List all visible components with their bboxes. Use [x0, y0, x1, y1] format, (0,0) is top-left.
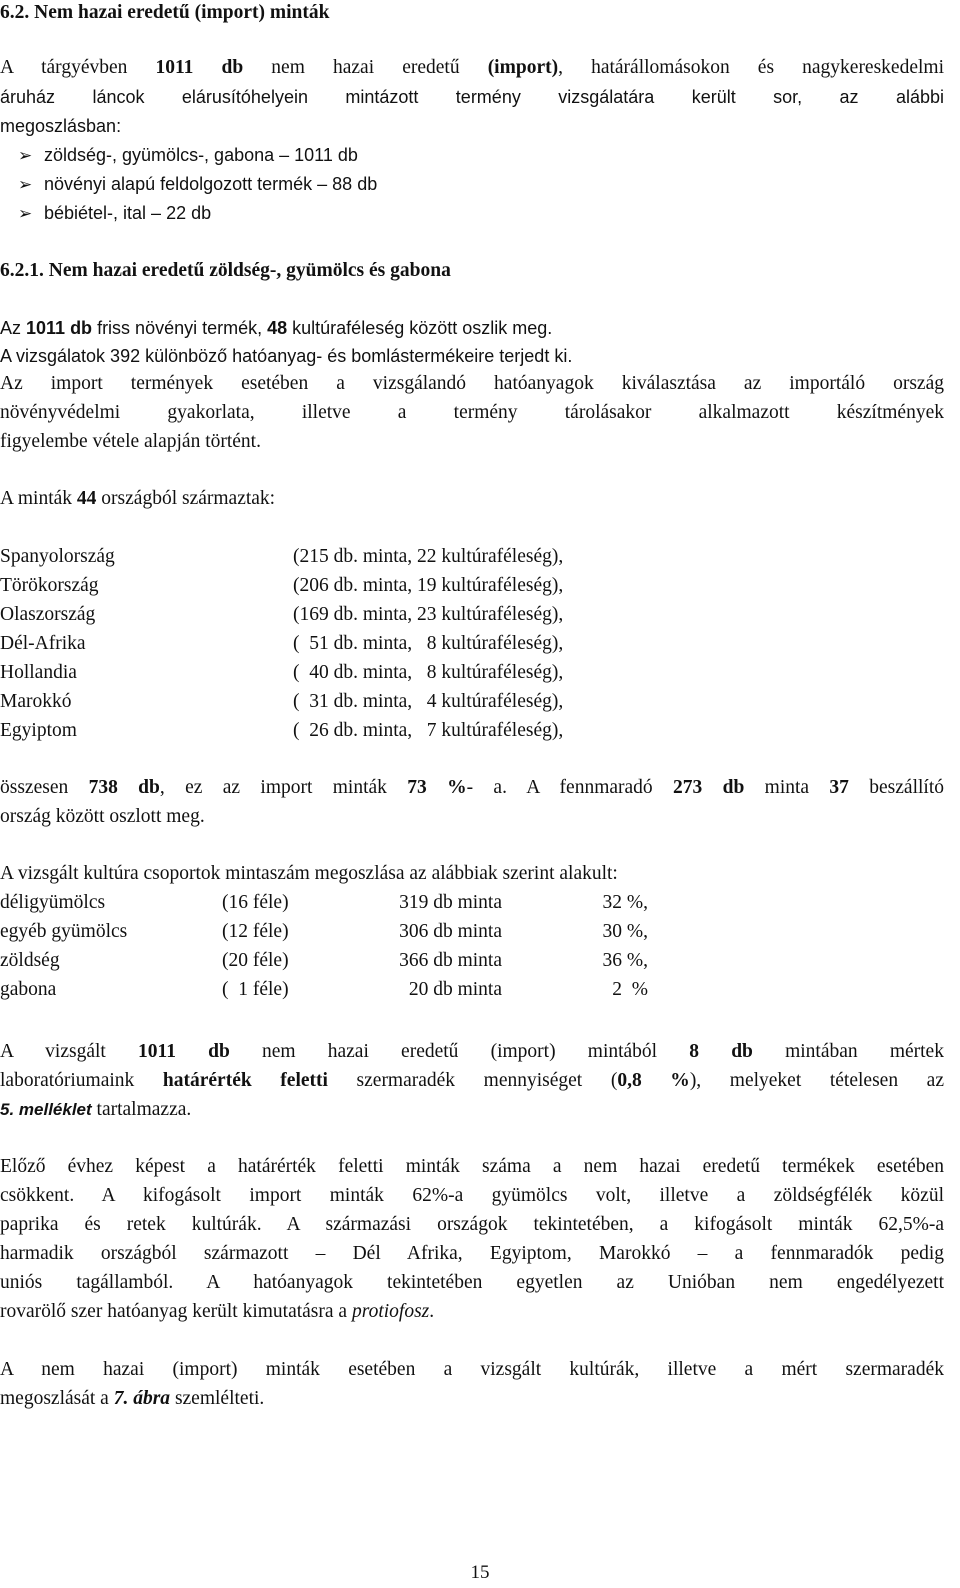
bold-text: határérték feletti — [162, 1070, 328, 1091]
para3-line-5: uniós tagállamból. A hatóanyagok tekintetében egyetlen az Unióban nem engedélyezett — [0, 1272, 944, 1293]
para1-line-2: A vizsgálatok 392 különböző hatóanyag- és bomlástermékeire terjedt ki. — [0, 346, 573, 366]
bold-text: 8 db — [689, 1041, 753, 1062]
country-detail: (169 db. minta, 23 kultúraféleség), — [293, 604, 564, 625]
countries-intro — [0, 487, 944, 511]
summary-line-2: ország között oszlott meg. — [0, 806, 205, 827]
country-detail: ( 51 db. minta, 8 kultúraféleség), — [293, 633, 564, 654]
country-name: Törökország — [0, 575, 99, 596]
text: Az — [0, 318, 27, 338]
bold-text: (import) — [487, 57, 559, 78]
bullet-text: növényi alapú feldolgozott termék – 88 db — [44, 174, 378, 194]
text: minta — [744, 777, 830, 798]
para1-line-3: Az import termények esetében a vizsgálandó hatóanyagok kiválasztása az importáló ország — [0, 373, 944, 394]
text: beszállító — [848, 777, 944, 798]
culture-name: egyéb gyümölcs — [0, 921, 128, 942]
text: - a. A fennmaradó — [466, 777, 674, 798]
country-name: Marokkó — [0, 691, 72, 712]
text: A vizsgált — [0, 1041, 139, 1062]
bold-text: 0,8 % — [617, 1070, 690, 1091]
para4-line-1: A nem hazai (import) minták esetében a vizsgált kultúrák, illetve a mért szermaradék — [0, 1359, 944, 1380]
subsection-heading-text: 6.2.1. Nem hazai eredetű zöldség-, gyümölcs és gabona — [0, 260, 451, 281]
text: A tárgyévben — [0, 57, 156, 78]
culture-pct: 32 %, — [602, 892, 648, 913]
text: összesen — [0, 777, 89, 798]
para3-line-6 — [0, 1300, 944, 1324]
text: nem hazai eredetű (import) mintából — [229, 1041, 690, 1062]
para3-line-1: Előző évhez képest a határérték feletti minták száma a nem hazai eredetű termékek esetében — [0, 1156, 944, 1177]
bold-text: 1011 db — [138, 1041, 230, 1062]
country-name: Egyiptom — [0, 720, 77, 741]
text: országból származtak: — [96, 488, 276, 509]
summary-line-1 — [0, 776, 944, 800]
bold-text: 44 — [76, 488, 97, 509]
country-detail: ( 26 db. minta, 7 kultúraféleség), — [293, 720, 564, 741]
bold-text: 1011 db — [155, 57, 244, 78]
arrow-bullet-icon: ➢ — [18, 204, 33, 223]
bold-text: 273 db — [673, 777, 745, 798]
para2-line-1 — [0, 1040, 944, 1064]
text: friss növényi termék, — [92, 318, 268, 338]
text: , ez az import minták — [159, 777, 408, 798]
subsection-heading — [0, 259, 451, 283]
para1-line-4: növényvédelmi gyakorlata, illetve a termény tárolásakor alkalmazott készítmények — [0, 402, 944, 423]
annex-reference: 5. melléklet — [0, 1100, 92, 1119]
culture-kinds: (20 féle) — [222, 950, 289, 971]
page-number: 15 — [470, 1562, 490, 1583]
intro-line-3: megoszlásban: — [0, 116, 122, 136]
culture-name: zöldség — [0, 950, 60, 971]
bold-text: 738 db — [88, 777, 160, 798]
culture-pct: 2 % — [612, 979, 648, 1000]
arrow-bullet-icon: ➢ — [18, 146, 33, 165]
intro-line-1 — [0, 56, 944, 80]
figure-reference: 7. ábra — [113, 1388, 171, 1409]
bullet-item — [0, 201, 944, 226]
section-heading-text: 6.2. Nem hazai eredetű (import) minták — [0, 2, 330, 23]
para2-line-3 — [0, 1098, 944, 1122]
para2-line-2 — [0, 1069, 944, 1093]
country-detail: ( 31 db. minta, 4 kultúraféleség), — [293, 691, 564, 712]
bold-text: 48 — [267, 318, 288, 338]
text: , határállomásokon és nagykereskedelmi — [558, 57, 944, 78]
country-detail: (215 db. minta, 22 kultúraféleség), — [293, 546, 564, 567]
text: tartalmazza. — [91, 1099, 192, 1120]
italic-text: protiofosz — [351, 1301, 430, 1322]
culture-name: gabona — [0, 979, 57, 1000]
country-name: Olaszország — [0, 604, 96, 625]
country-name: Dél-Afrika — [0, 633, 86, 654]
culture-name: déligyümölcs — [0, 892, 106, 913]
intro-line-2: áruház láncok elárusítóhelyein mintázott termény vizsgálatára került sor, az alábbi — [0, 87, 944, 107]
arrow-bullet-icon: ➢ — [18, 175, 33, 194]
text: mintában mértek — [752, 1041, 944, 1062]
section-heading — [0, 2, 329, 24]
text: nem hazai eredetű — [243, 57, 488, 78]
bullet-text: bébiétel-, ital – 22 db — [44, 203, 212, 223]
culture-samples: 20 db minta — [408, 979, 502, 1000]
para3-line-4: harmadik országból származott – Dél Afrika, Egyiptom, Marokkó – a fennmaradók pedig — [0, 1243, 944, 1264]
para1-line-5: figyelembe vétele alapján történt. — [0, 431, 261, 452]
bold-text: 37 — [829, 777, 849, 798]
para3-line-3: paprika és retek kultúrák. A származási országok tekintetében, a kifogásolt minták 62,5%-a — [0, 1214, 944, 1235]
culture-kinds: (16 féle) — [222, 892, 289, 913]
text: . — [429, 1301, 435, 1322]
culture-kinds: (12 féle) — [222, 921, 289, 942]
bold-text: 1011 db — [26, 318, 93, 338]
culture-samples: 366 db minta — [399, 950, 502, 971]
culture-kinds: ( 1 féle) — [222, 979, 289, 1000]
text: ), melyeket tételesen az — [689, 1070, 944, 1091]
text: laboratóriumaink — [0, 1070, 163, 1091]
para4-line-2 — [0, 1387, 944, 1411]
para1-line-1 — [0, 316, 944, 340]
text: szermaradék mennyiséget ( — [327, 1070, 618, 1091]
culture-pct: 36 %, — [602, 950, 648, 971]
text: megoszlását a — [0, 1388, 114, 1409]
culture-samples: 306 db minta — [399, 921, 502, 942]
country-name: Spanyolország — [0, 546, 115, 567]
bullet-text: zöldség-, gyümölcs-, gabona – 1011 db — [44, 145, 358, 165]
para3-line-2: csökkent. A kifogásolt import minták 62%-a gyümölcs volt, illetve a zöldségfélék közül — [0, 1185, 944, 1206]
text: A minták — [0, 488, 77, 509]
country-name: Hollandia — [0, 662, 77, 683]
bold-text: 73 % — [407, 777, 467, 798]
text: szemlélteti. — [170, 1388, 265, 1409]
text: rovarölő szer hatóanyag került kimutatásra a — [0, 1301, 352, 1322]
culture-intro: A vizsgált kultúra csoportok mintaszám megoszlása az alábbiak szerint alakult: — [0, 863, 618, 884]
text: kultúraféleség között oszlik meg. — [287, 318, 553, 338]
culture-samples: 319 db minta — [399, 892, 502, 913]
bullet-item — [0, 143, 944, 168]
bullet-item — [0, 172, 944, 197]
country-detail: (206 db. minta, 19 kultúraféleség), — [293, 575, 564, 596]
country-detail: ( 40 db. minta, 8 kultúraféleség), — [293, 662, 564, 683]
culture-pct: 30 %, — [602, 921, 648, 942]
